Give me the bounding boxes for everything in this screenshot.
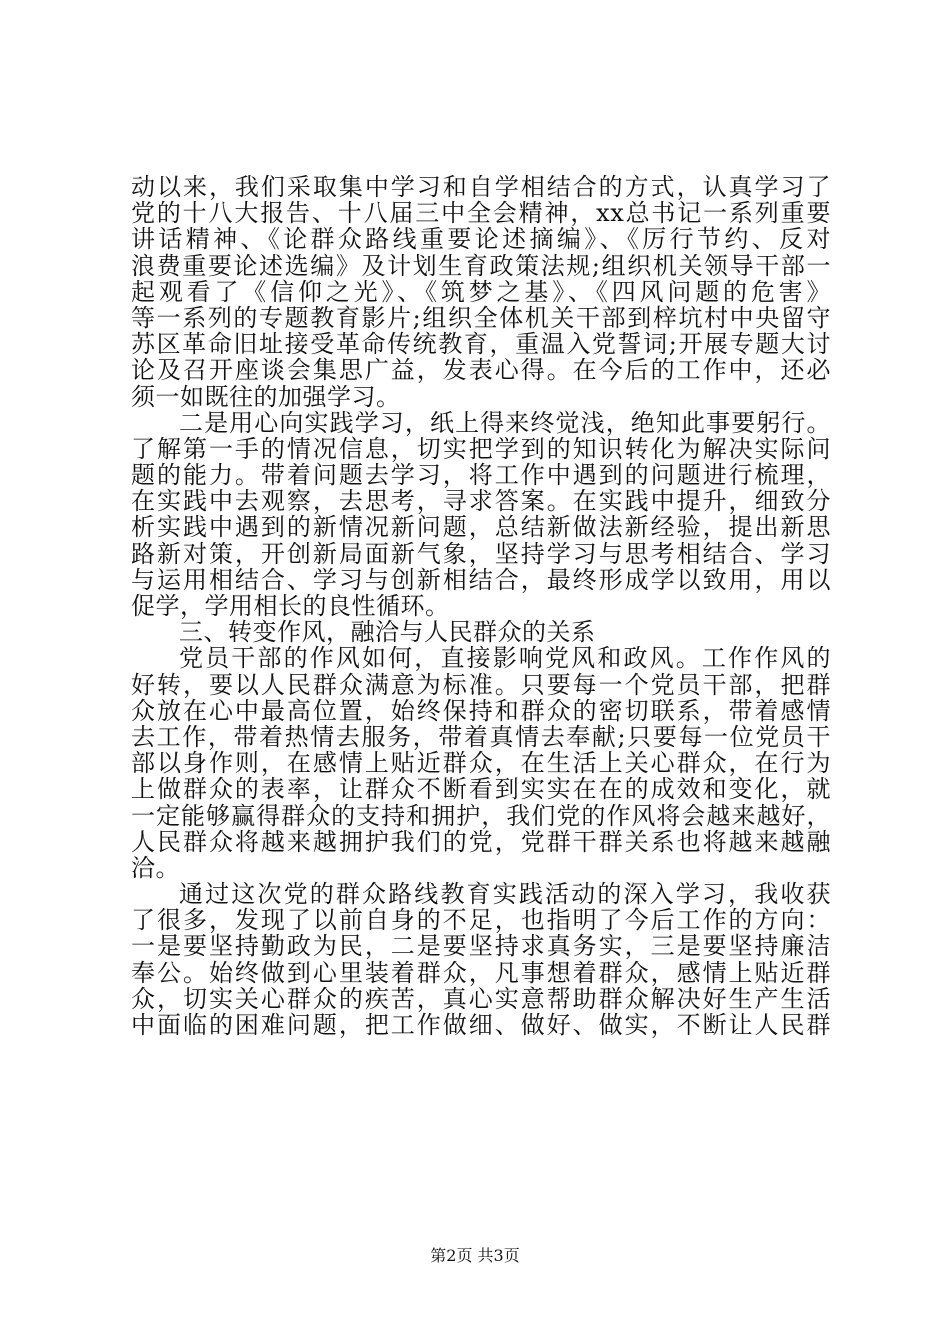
text-line: 与运用相结合、学习与创新相结合，最终形成学以致用，用以	[131, 565, 831, 594]
text-line: 论及召开座谈会集思广益，发表心得。在今后的工作中，还必	[131, 356, 831, 385]
section-heading: 三、转变作风，融洽与人民群众的关系	[179, 618, 596, 647]
text-line: 众，切实关心群众的疾苦，真心实意帮助群众解决好生产生活	[131, 984, 831, 1013]
text-line: 路新对策，开创新局面新气象，坚持学习与思考相结合、学习	[131, 539, 831, 568]
text-line: 动以来，我们采取集中学习和自学相结合的方式，认真学习了	[131, 173, 831, 201]
text-line: 促学，学用相长的良性循环。	[131, 592, 450, 620]
page-footer	[0, 1246, 950, 1266]
text-line: 析实践中遇到的新情况新问题，总结新做法新经验，提出新思	[131, 513, 831, 542]
text-line: 苏区革命旧址接受革命传统教育，重温入党誓词;开展专题大讨	[131, 330, 831, 359]
text-line: 中面临的困难问题，把工作做细、做好、做实，不断让人民群	[131, 1011, 831, 1039]
text-line: 题的能力。带着问题去学习，将工作中遇到的问题进行梳理，	[131, 461, 831, 490]
text-line: 等一系列的专题教育影片;组织全体机关干部到梓坑村中央留守	[131, 303, 831, 332]
text-line: 在实践中去观察，去思考，寻求答案。在实践中提升，细致分	[131, 487, 831, 516]
text-line: 党员干部的作风如何，直接影响党风和政风。工作作风的	[179, 644, 831, 673]
text-line: 须一如既往的加强学习。	[131, 382, 401, 411]
text-line: 了很多，发现了以前自身的不足，也指明了今后工作的方向：	[131, 906, 831, 935]
text-line: 二是用心向实践学习，纸上得来终觉浅，绝知此事要躬行。	[179, 408, 831, 437]
text-line: 一是要坚持勤政为民，二是要坚持求真务实，三是要坚持廉洁	[131, 932, 831, 961]
text-line: 党的十八大报告、十八届三中全会精神，xx总书记一系列重要	[131, 199, 831, 228]
text-line: 奉公。始终做到心里装着群众，凡事想着群众，感情上贴近群	[131, 958, 831, 987]
text-line: 起观看了《信仰之光》、《筑梦之基》、《四风问题的危害》	[131, 277, 831, 306]
body-text	[131, 174, 831, 1038]
text-line: 一定能够赢得群众的支持和拥护，我们党的作风将会越来越好，	[131, 801, 831, 830]
text-line: 人民群众将越来越拥护我们的党，党群干群关系也将越来越融	[131, 827, 831, 856]
text-line: 讲话精神、《论群众路线重要论述摘编》、《厉行节约、反对	[131, 225, 831, 254]
text-line: 通过这次党的群众路线教育实践活动的深入学习，我收获	[179, 880, 831, 909]
text-line: 去工作，带着热情去服务，带着真情去奉献;只要每一位党员干	[131, 722, 831, 751]
text-line: 好转，要以人民群众满意为标准。只要每一个党员干部，把群	[131, 670, 831, 699]
text-line: 洽。	[131, 853, 180, 882]
text-line: 众放在心中最高位置，始终保持和群众的密切联系，带着感情	[131, 696, 831, 725]
text-line: 部以身作则，在感情上贴近群众，在生活上关心群众，在行为	[131, 749, 831, 778]
text-line: 了解第一手的情况信息，切实把学到的知识转化为解决实际问	[131, 434, 831, 463]
text-line: 上做群众的表率，让群众不断看到实实在在的成效和变化，就	[131, 775, 831, 804]
page-number-label: 第2页 共3页	[430, 1246, 520, 1265]
text-line: 浪费重要论述选编》及计划生育政策法规;组织机关领导干部一	[131, 251, 831, 280]
